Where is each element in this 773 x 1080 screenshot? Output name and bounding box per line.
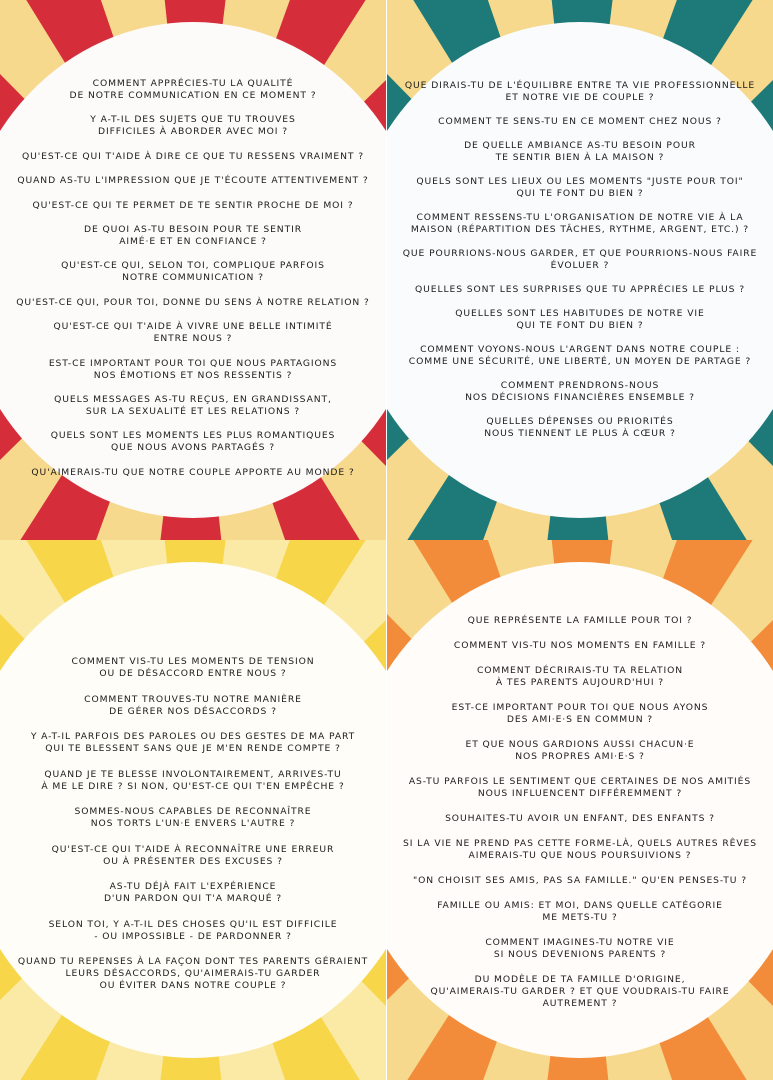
question-list	[0, 656, 386, 1006]
question-item: SI LA VIE NE PREND PAS CETTE FORME-LÀ, QUELS AUTRES RÊVES AIMERAIS-TU QUE NOUS POURSUIVIONS ?	[403, 838, 757, 861]
question-item: SOMMES-NOUS CAPABLES DE RECONNAÎTRE NOS TORTS L'UN·E ENVERS L'AUTRE ?	[74, 806, 312, 829]
question-item: QUAND JE TE BLESSE INVOLONTAIREMENT, ARRIVES-TU À ME LE DIRE ? SI NON, QU'EST-CE QUI T'EN EMPÊCHE ?	[41, 768, 345, 792]
question-item: DE QUOI AS-TU BESOIN POUR TE SENTIR AIMÉ·E ET EN CONFIANCE ?	[84, 223, 302, 247]
question-item: QU'EST-CE QUI TE PERMET DE TE SENTIR PROCHE DE MOI ?	[32, 199, 354, 211]
question-item: Y A-T-IL PARFOIS DES PAROLES OU DES GESTES DE MA PART QUI TE BLESSENT SANS QUE JE M'EN RENDE COMPTE ?	[30, 731, 356, 754]
question-item: COMMENT APPRÉCIES-TU LA QUALITÉ DE NOTRE COMMUNICATION EN CE MOMENT ?	[69, 78, 317, 101]
question-item: COMMENT IMAGINES-TU NOTRE VIE SI NOUS DEVENIONS PARENTS ?	[485, 937, 675, 960]
question-item: SELON TOI, Y A-T-IL DES CHOSES QU'IL EST DIFFICILE - OU IMPOSSIBLE - DE PARDONNER ?	[48, 918, 338, 942]
question-item: QU'EST-CE QUI T'AIDE À RECONNAÎTRE UNE ERREUR OU À PRÉSENTER DES EXCUSES ?	[51, 843, 335, 867]
question-item: QU'EST-CE QUI T'AIDE À VIVRE UNE BELLE INTIMITÉ ENTRE NOUS ?	[53, 321, 333, 345]
question-item: DU MODÈLE DE TA FAMILLE D'ORIGINE, QU'AIMERAIS-TU GARDER ? ET QUE VOUDRAIS-TU FAIRE AUTREMENT ?	[430, 974, 730, 1009]
question-item: QUELS SONT LES MOMENTS LES PLUS ROMANTIQUES QUE NOUS AVONS PARTAGÉS ?	[50, 430, 336, 454]
question-item: QU'EST-CE QUI, POUR TOI, DONNE DU SENS À NOTRE RELATION ?	[16, 296, 370, 308]
question-item: EST-CE IMPORTANT POUR TOI QUE NOUS AYONS DES AMI·E·S EN COMMUN ?	[451, 702, 709, 725]
question-item: ET QUE NOUS GARDIONS AUSSI CHACUN·E NOS PROPRES AMI·E·S ?	[465, 739, 695, 762]
question-list	[387, 615, 773, 1023]
question-item: QU'AIMERAIS-TU QUE NOTRE COUPLE APPORTE AU MONDE ?	[31, 466, 355, 478]
question-item: QUELLES SONT LES SURPRISES QUE TU APPRÉCIES LE PLUS ?	[415, 284, 745, 295]
question-item: COMMENT TROUVES-TU NOTRE MANIÈRE DE GÉRER NOS DÉSACCORDS ?	[84, 693, 302, 717]
question-item: QUELLES SONT LES HABITUDES DE NOTRE VIE QUI TE FONT DU BIEN ?	[455, 308, 705, 331]
question-item: DE QUELLE AMBIANCE AS-TU BESOIN POUR TE SENTIR BIEN À LA MAISON ?	[464, 140, 696, 163]
card-communication	[0, 0, 386, 540]
question-item: COMMENT VOYONS-NOUS L'ARGENT DANS NOTRE COUPLE : COMME UNE SÉCURITÉ, UNE LIBERTÉ, UN MOYEN DE PARTAGE ?	[408, 344, 752, 367]
card-famille	[387, 540, 773, 1080]
question-item: SOUHAITES-TU AVOIR UN ENFANT, DES ENFANTS ?	[445, 813, 715, 824]
question-item: Y A-T-IL DES SUJETS QUE TU TROUVES DIFFICILES À ABORDER AVEC MOI ?	[90, 114, 296, 138]
question-item: QUE REPRÉSENTE LA FAMILLE POUR TOI ?	[467, 615, 693, 626]
question-list	[387, 80, 773, 452]
question-item: QUELS SONT LES LIEUX OU LES MOMENTS "JUSTE POUR TOI" QUI TE FONT DU BIEN ?	[416, 176, 744, 199]
question-item: COMMENT PRENDRONS-NOUS NOS DÉCISIONS FINANCIÈRES ENSEMBLE ?	[465, 380, 695, 403]
question-item: QUE POURRIONS-NOUS GARDER, ET QUE POURRIONS-NOUS FAIRE ÉVOLUER ?	[402, 248, 758, 271]
question-item: AS-TU PARFOIS LE SENTIMENT QUE CERTAINES DE NOS AMITIÉS NOUS INFLUENCENT DIFFÉREMMENT ?	[408, 776, 752, 799]
question-item: EST-CE IMPORTANT POUR TOI QUE NOUS PARTAGIONS NOS ÉMOTIONS ET NOS RESSENTIS ?	[48, 357, 338, 381]
question-item: QUAND TU REPENSES À LA FAÇON DONT TES PARENTS GÉRAIENT LEURS DÉSACCORDS, QU'AIMERAIS-TU GARDER OU ÉVITER DANS NOTRE COUPLE ?	[17, 956, 369, 991]
question-item: COMMENT VIS-TU LES MOMENTS DE TENSION OU DE DÉSACCORD ENTRE NOUS ?	[71, 656, 315, 679]
question-item: QUAND AS-TU L'IMPRESSION QUE JE T'ÉCOUTE ATTENTIVEMENT ?	[17, 175, 369, 187]
question-item: FAMILLE OU AMIS: ET MOI, DANS QUELLE CATÉGORIE ME METS-TU ?	[437, 900, 723, 923]
question-item: QUELLES DÉPENSES OU PRIORITÉS NOUS TIENNENT LE PLUS À CŒUR ?	[484, 416, 676, 439]
question-list	[0, 78, 386, 491]
question-item: QUELS MESSAGES AS-TU REÇUS, EN GRANDISSANT, SUR LA SEXUALITÉ ET LES RELATIONS ?	[54, 393, 332, 417]
card-conflits	[0, 540, 386, 1080]
question-item: QU'EST-CE QUI, SELON TOI, COMPLIQUE PARFOIS NOTRE COMMUNICATION ?	[61, 260, 325, 284]
question-item: COMMENT RESSENS-TU L'ORGANISATION DE NOTRE VIE À LA MAISON (RÉPARTITION DES TÂCHES, RYTHME, ARGENT, ETC.) ?	[410, 212, 750, 235]
question-item: AS-TU DÉJÀ FAIT L'EXPÉRIENCE D'UN PARDON QUI T'A MARQUÉ ?	[103, 881, 283, 904]
question-item: COMMENT DÉCRIRAIS-TU TA RELATION À TES PARENTS AUJOURD'HUI ?	[476, 665, 684, 688]
card-vie-quotidienne	[387, 0, 773, 540]
question-item: QU'EST-CE QUI T'AIDE À DIRE CE QUE TU RESSENS VRAIMENT ?	[21, 150, 365, 162]
question-item: COMMENT TE SENS-TU EN CE MOMENT CHEZ NOUS ?	[438, 116, 722, 127]
question-item: "ON CHOISIT SES AMIS, PAS SA FAMILLE." QU'EN PENSES-TU ?	[412, 875, 747, 886]
question-item: COMMENT VIS-TU NOS MOMENTS EN FAMILLE ?	[453, 640, 707, 651]
question-item: QUE DIRAIS-TU DE L'ÉQUILIBRE ENTRE TA VIE PROFESSIONNELLE ET NOTRE VIE DE COUPLE ?	[404, 80, 756, 103]
